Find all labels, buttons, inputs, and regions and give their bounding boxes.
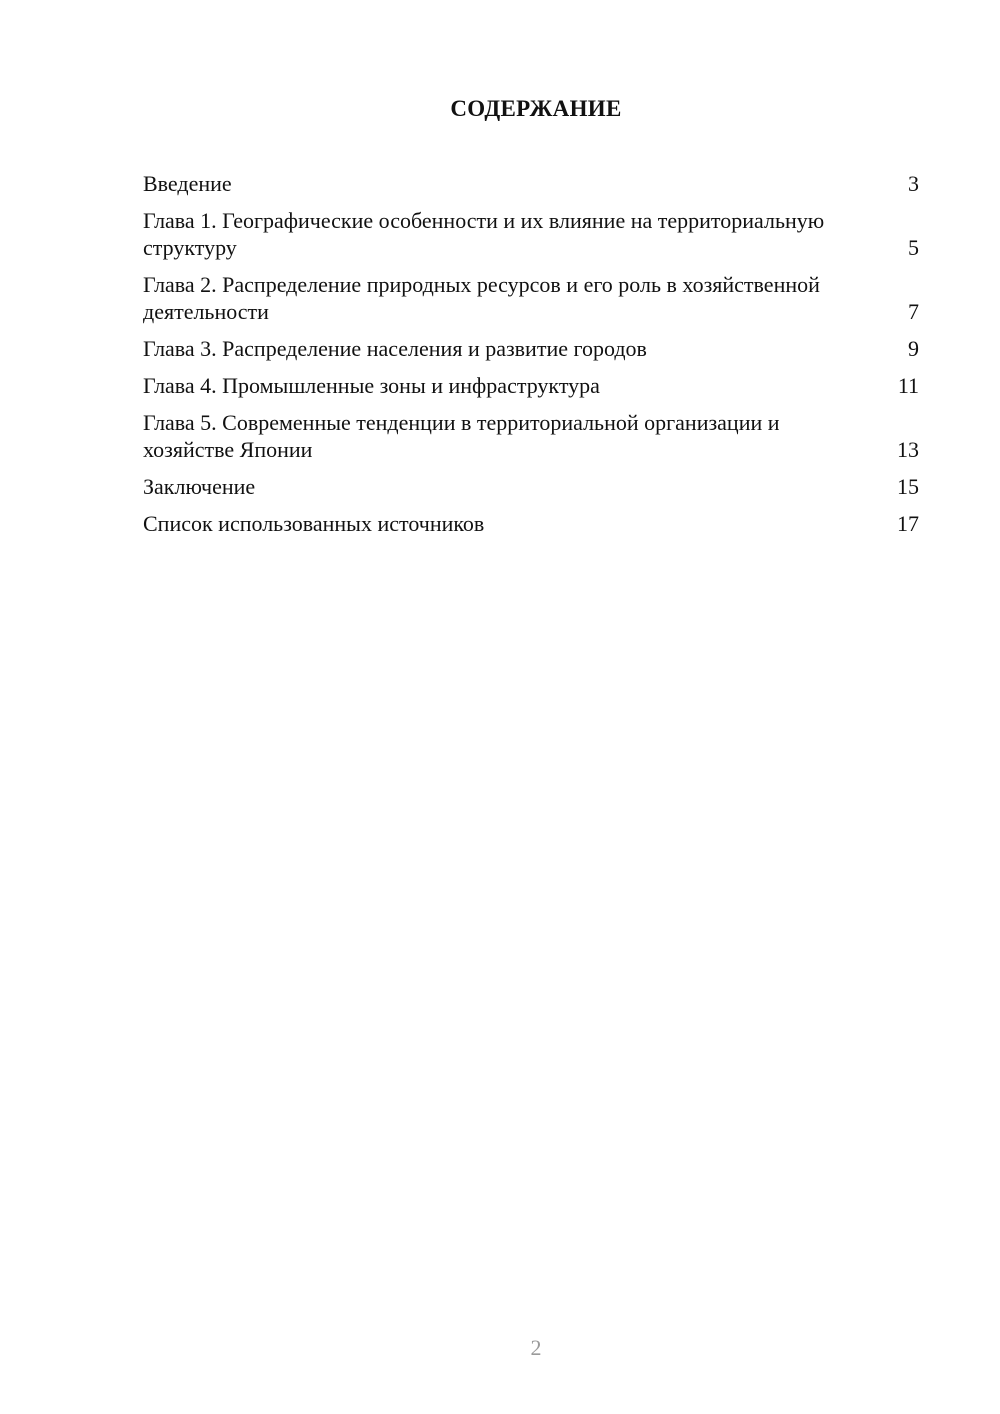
toc-entry-chapter-5 <box>143 409 919 463</box>
toc-entry-introduction <box>143 170 919 197</box>
toc-entry-page: 5 <box>908 235 919 260</box>
toc-entry-page: 15 <box>897 474 919 499</box>
toc-entry-chapter-1 <box>143 207 919 261</box>
toc-entry-chapter-2 <box>143 271 919 325</box>
toc-entry-page: 13 <box>897 437 919 462</box>
toc-entry-title: Заключение <box>143 474 256 499</box>
toc-entry-chapter-4 <box>143 372 919 399</box>
table-of-contents <box>143 170 919 547</box>
toc-entry-chapter-3 <box>143 335 919 362</box>
toc-entry-references <box>143 510 919 537</box>
toc-entry-title: Глава 2. Распределение природных ресурсов и его роль в хозяйственной деятельности <box>143 272 820 324</box>
toc-entry-page: 7 <box>908 299 919 324</box>
toc-entry-title: Введение <box>143 171 232 196</box>
toc-entry-page: 17 <box>897 511 919 536</box>
toc-entry-page: 11 <box>897 373 919 398</box>
toc-entry-title: Глава 1. Географические особенности и их влияние на территориальную структуру <box>143 208 825 260</box>
toc-entry-page: 9 <box>908 336 919 361</box>
page-number: 2 <box>530 1335 542 1360</box>
toc-entry-title: Глава 3. Распределение населения и развитие городов <box>143 336 647 361</box>
toc-entry-title: Глава 5. Современные тенденции в территориальной организации и хозяйстве Японии <box>143 410 780 462</box>
toc-entry-title: Глава 4. Промышленные зоны и инфраструктура <box>143 373 600 398</box>
toc-entry-title: Список использованных источников <box>143 511 485 536</box>
page-title: СОДЕРЖАНИЕ <box>450 96 622 121</box>
toc-entry-conclusion <box>143 473 919 500</box>
toc-entry-page: 3 <box>908 171 919 196</box>
